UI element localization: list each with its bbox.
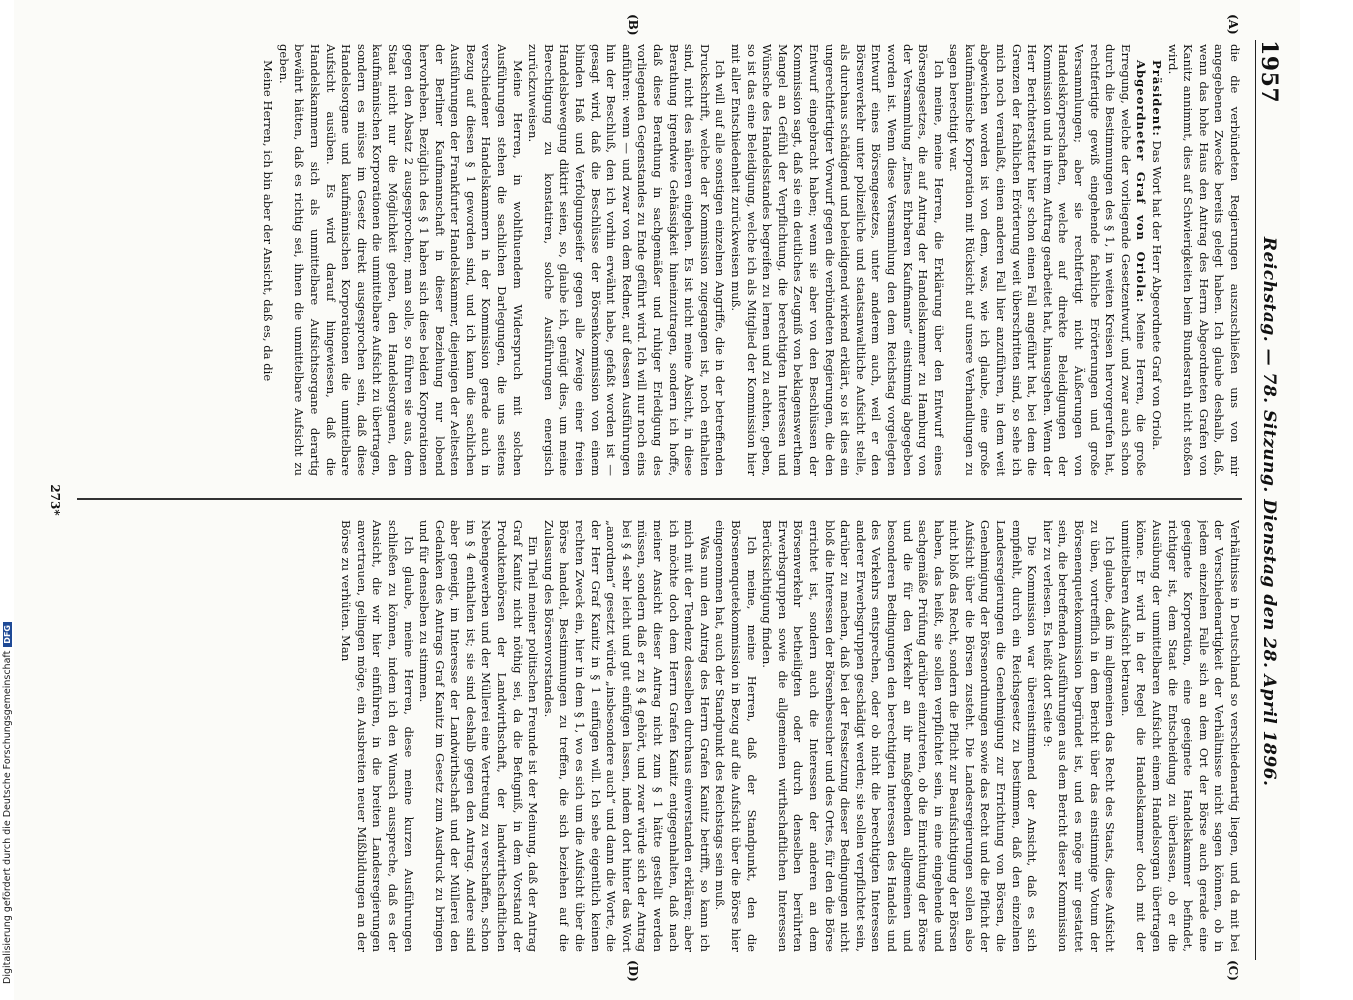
margin-mark-b: (B): [626, 14, 640, 36]
paragraph-text: Ich glaube, daß im allgemeinen das Recht des Staats, diese Aufsicht zu üben, vortrefflich in dem Bericht über das einstimmige Votum der Börsenenquetekommission begründet ist, und es möge mir gestattet sein, die betreffenden Ausführungen aus dem Bericht dieser Kommission hier zu verlesen. Es heißt dort Seite 9:: [1040, 520, 1118, 952]
paragraph-continued: [1164, 44, 1242, 476]
paragraph-text: Was nun den Antrag des Herrn Grafen Kanitz betrifft, so kann ich mich mit der Tendenz desselben durchaus einverstanden erklären; aber ich möchte doch dem Herrn Grafen Kanitz entgegenhalten, daß nach meiner Ansicht dieser Antrag nicht zum § 1 hätte gestellt werden müssen, sondern daß er zu § 4 gehört, und zwar würde sich der Antrag bei § 4 sehr leicht und gut einfügen lassen, indem dort hinter das Wort „anordnen“ gesetzt würde „insbesondere auch“ und dann die Worte, die der Herr Graf Kanitz in § 1 einfügen will. Ich sehe eigentlich keinen rechten Zweck ein, hier in dem § 1, wo es sich um die Aufsicht über die Börse handelt, Bestimmungen zu treffen, die sich beziehen auf die Zulassung des Börsenvorstandes.: [541, 520, 712, 952]
digitization-credit: [0, 0, 14, 1000]
paragraph-continued: [1117, 520, 1242, 952]
margin-mark-c: (C): [1226, 960, 1240, 981]
speaker-name: Abgeordneter Graf von Oriola:: [1134, 60, 1149, 304]
margin-mark-d: (D): [626, 960, 640, 982]
paragraph-text: Ich will auf alle sonstigen einzelnen Angriffe, die in der betreffenden Druckschrift, welche der Kommission zugegangen ist, noch enthalten sind, nicht des näheren eingehen. Es ist nicht meine Absicht, in diese Berathung irgendwie Gehässigkeit hineinzutragen, sondern ich hoffe, daß diese Berathung in sachgemäßer und ruhiger Erledigung des vorliegenden Gegenstandes zu Ende geführt wird. Ich will nur noch eins anführen: wenn — und zwar von dem Redner, auf dessen Ausführungen hin der Beschluß, den ich vorhin erwähnt habe, gefaßt worden ist — gesagt wird, daß die Beschlüsse der Börsenkommission von einem blinden Haß und Verfolgungseifer gegen alle Zweige einer freien Handelsbewegung diktirt seien, so, glaube ich, genügt dies, um meine Berechtigung zu konstatiren, solche Ausführungen energisch zurückzuweisen.: [526, 44, 728, 476]
paragraph-text: Meine Herren, die große Erregung, welche der vorliegende Gesetzentwurf, und zwar auch schon durch die Bestimmungen des § 1, in weiten Kreisen hervorgerufen hat, rechtfertigte gewiß eingehende fachliche Erörterungen und große Versammlungen; aber sie rechtfertigt nicht Äußerungen von Handelskörperschaften, welche auf direkte Beleidigungen der Kommission und in ihrem Auftrag gearbeitet hat, hinausgehen. Wenn der Herr Berichterstatter hier schon einen Fall angeführt hat, bei dem die Grenzen der fachlichen Erörterung weit überschritten sind, so sehe ich mich noch veranlaßt, einen anderen Fall hier anzuführen, in dem weit abgewichen worden ist von dem, was, wie ich glaube, eine große kaufmännische Korporation mit Rücksicht auf unsere Verhandlungen zu sagen berechtigt war.: [947, 44, 1149, 476]
quoted-paragraph: [759, 520, 1040, 952]
paragraph: [540, 520, 712, 952]
paragraph: [416, 520, 541, 952]
speaker-paragraph: [1148, 44, 1164, 476]
paragraph: [275, 44, 525, 476]
right-text-column: [77, 520, 1242, 952]
dfg-logo: DFG: [3, 622, 12, 647]
paragraph: [338, 520, 416, 952]
left-text-column: [77, 44, 1242, 476]
page-header: [1255, 40, 1282, 960]
paragraph-text: Meine Herren, in wohlthuendem Widerspruch mit solchen Ausführungen stehen die sachlichen Darlegungen, die uns seitens verschiedener Handelskammern in der Kommission gerade auch in Bezug auf diesen § 1 geworden sind, und ich kann die sachlichen Ausführungen der Frankfurter Handelskammer, diejenigen der Aeltesten der Berliner Kaufmannschaft in dieser Beziehung nur lobend hervorheben. Bezüglich des § 1 haben sich diese beiden Korporationen gegen den Absatz 2 ausgesprochen; man solle, so führen sie aus, dem Staat nicht nur die Möglichkeit geben, den Handelsorganen, den kaufmännischen Korporationen die unmittelbare Aufsicht zu übertragen, sondern es müsse im Gesetz direkt ausgesprochen sein, daß diese Handelsorgane und kaufmännischen Korporationen die unmittelbare Aufsicht ausüben. Es wird darauf hingewiesen, daß die Handelskammern sich als unmittelbare Aufsichtsorgane derartig bewährt hätten, daß es richtig sei, ihnen die unmittelbare Aufsicht zu geben.: [276, 44, 525, 476]
paragraph-text: Ich meine, meine Herren, die Erklärung über den Entwurf eines Börsengesetzes, die auf Antrag der Handelskammer zu Hamburg von der Versammlung „Eines Ehrbaren Kaufmanns“ einstimmig abgegeben worden ist. Wenn diese Versammlung den dem Reichstag vorgelegten Entwurf eines Börsengesetzes, unter anderem auch, weil er den Börsenverkehr unter polizeiliche und staatsanwaltliche Aufsicht stelle, als durchaus schädigend und beleidigend wirkend erklärt, so ist dies ein ungerechtfertigter Vorwurf gegen die verbündeten Regierungen, die den Entwurf eingebracht haben; wenn sie aber von den Beschlüssen der Kommission sagt, daß sie ein deutliches Zeugniß von beklagenswerthem Mangel an Gefühl der Verpflichtung, die berechtigten Interessen und Wünsche des Handelsstandes begreifen zu lernen und zu achten, geben, so ist das eine Beleidigung, welche ich als Mitglied der Kommission hier mit aller Entschiedenheit zurückweisen muß.: [729, 44, 946, 476]
paragraph-text: Meine Herren, ich bin aber der Ansicht, daß es, da die: [261, 60, 276, 382]
paragraph: [727, 44, 945, 476]
speaker-name: Präsident:: [1150, 60, 1165, 137]
paragraph-text: Das Wort hat der Herr Abgeordnete Graf von Oriola.: [1150, 136, 1165, 451]
paragraph-text: Verhältnisse in Deutschland so verschiedenartig liegen, und da mit bei der Verschiedenartigkeit der Verhältnisse nicht sagen können, ob in jedem einzelnen Falle sich an dem Ort der Börse auch gerade eine geeignete Korporation, eine geeignete Handelskammer befindet, richtiger ist, dem Staat die Entscheidung zu überlassen, ob er die Ausübung der unmittelbaren Aufsicht einem Handelsorgan übertragen könne. Er wird in der Regel die Handelskammer doch mit der unmittelbaren Aufsicht betrauen.: [1118, 520, 1242, 952]
page-number: 1957: [1256, 40, 1282, 104]
paragraph: [260, 44, 276, 476]
paragraph-text: die die verbündeten Regierungen auszuschließen uns von mir angegebenen Zwecke bereits gelegt haben. Ich glaube deshalb, daß, wenn das hohe Haus den Antrag des Herrn Abgeordneten Grafen von Kanitz annimmt, dies auf Schwierigkeiten beim Bundesrath nicht stoßen wird.: [1165, 44, 1242, 476]
paragraph-text: Ein Theil meiner politischen Freunde ist der Meinung, daß der Antrag Graf Kanitz nicht nöthig sei, da die Befugniß, in dem Vorstand der Produktenbörsen der Landwirthschaft, der landwirthschaftlichen Nebengewerben und der Müllerei eine Vertretung zu verschaffen, schon im § 4 enthalten ist; sie sind deshalb gegen den Antrag. Andere sind aber geneigt, im Interesse der Landwirthschaft und der Müllerei den Gedanken des Antrags Graf Kanitz im Gesetz zum Ausdruck zu bringen und für denselben zu stimmen.: [417, 520, 541, 952]
credit-text: Digitalisierung gefördert durch die Deutsche Forschungsgemeinschaft: [2, 650, 13, 984]
column-divider: [77, 498, 1242, 500]
speaker-paragraph: [946, 44, 1149, 476]
footer-number: 273*: [48, 484, 62, 516]
paragraph-text: Ich glaube, meine Herren, diese meine kurzen Ausführungen schließen zu können, indem ich den Wunsch ausspreche, daß es der Ansicht, die wir hier einführen, in die breiten Landesregierungen anvertrauen, gelingen möge, ein Ausbreiten neuer Mißbildungen an der Börse zu verhüten. Man: [339, 520, 416, 952]
paragraph-text: Die Kommission war übereinstimmend der Ansicht, daß es sich empfiehlt, durch ein Reichsgesetz zu bestimmen, daß den einzelnen Landesregierungen die Genehmigung zur Errichtung von Börsen, die Genehmigung der Börsenordnungen sowie das Recht und die Pflicht der Aufsicht über die Börsen zusteht. Die Landesregierungen sollen also nicht bloß das Recht, sondern die Pflicht zur Beaufsichtigung der Börsen haben, das heißt, sie sollen verpflichtet sein, in eine eingehende und sachgemäße Prüfung darüber einzutreten, ob die Einrichtung der Börse und die für den Verkehr an ihr maßgebenden allgemeinen und besonderen Bedingungen den berechtigten Interessen des Handels und des Verkehrs entsprechen, oder ob nicht die berechtigten Interessen anderer Erwerbsgruppen geschädigt werden; sie sollen verpflichtet sein, darüber zu machen, daß bei der Festsetzung dieser Bedingungen nicht bloß die Interessen der Börsenbesucher und des Ortes, für den die Börse errichtet ist, sondern auch die Interessen der anderen an dem Börsenverkehr betheiligten oder durch denselben berührten Erwerbsgruppen sowie die allgemeinen wirthschaftlichen Interessen Berücksichtigung finden.: [760, 520, 1040, 952]
paragraph: [1039, 520, 1117, 952]
paragraph-text: Ich meine, meine Herren, daß der Standpunkt, den die Börsenenquetekommission in Bezug auf die Aufsicht über die Börse hier eingenommen hat, auch der Standpunkt des Reichstags sein muß.: [713, 520, 759, 952]
margin-mark-a: (A): [1226, 14, 1240, 35]
paragraph: [712, 520, 759, 952]
running-title: Reichstag. — 78. Sitzung. Dienstag den 28. April 1896.: [1259, 236, 1279, 787]
paragraph: [525, 44, 728, 476]
